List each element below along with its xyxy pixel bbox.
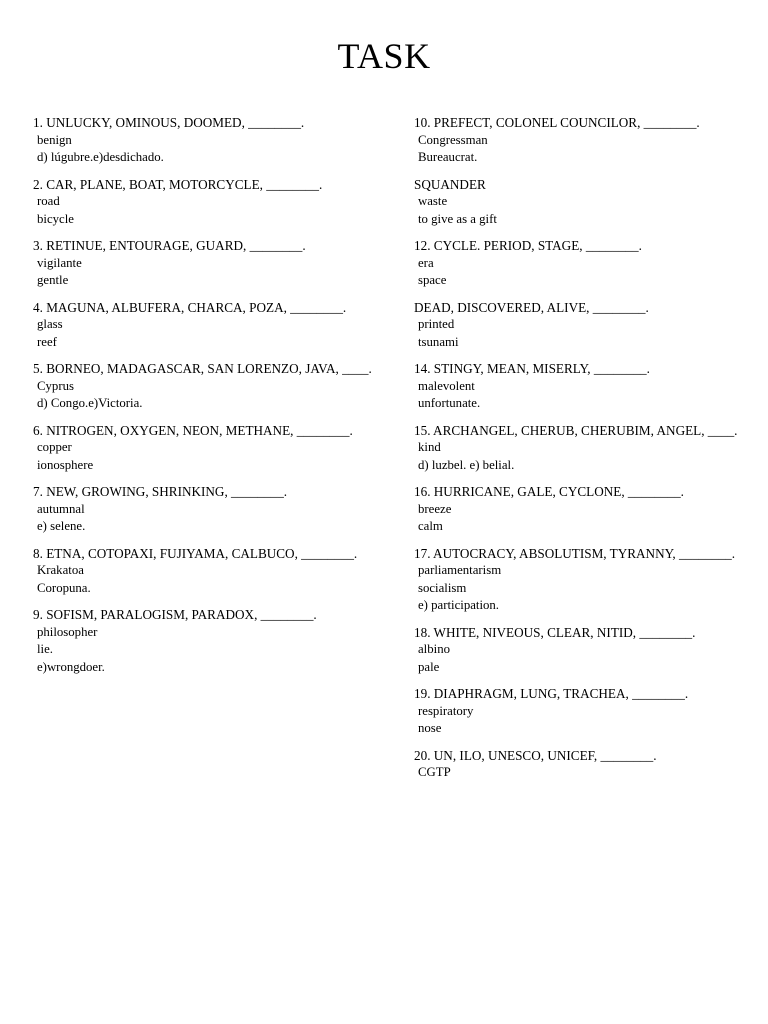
question-item xyxy=(414,685,766,738)
answer-option: copper xyxy=(37,440,72,454)
question-item xyxy=(414,114,766,167)
answer-option: e)wrongdoer. xyxy=(37,659,105,674)
answer-option: Cyprus xyxy=(37,378,74,393)
answer-option: unfortunate. xyxy=(418,396,481,410)
question-item xyxy=(33,483,405,536)
question-text: 17. AUTOCRACY, ABSOLUTISM, TYRANNY, ________. xyxy=(414,545,736,561)
answer-option: glass xyxy=(37,317,63,331)
question-text: SQUANDER xyxy=(414,176,486,192)
answer-option: printed xyxy=(418,317,455,331)
answer-option: era xyxy=(418,255,434,270)
question-item xyxy=(33,545,405,598)
question-text: 16. HURRICANE, GALE, CYCLONE, ________. xyxy=(414,484,684,499)
question-item xyxy=(414,747,766,782)
question-text: 15. ARCHANGEL, CHERUB, CHERUBIM, ANGEL, ____. xyxy=(414,422,738,438)
question-text: 8. ETNA, COTOPAXI, FUJIYAMA, CALBUCO, ________. xyxy=(33,545,358,561)
question-text: 5. BORNEO, MADAGASCAR, SAN LORENZO, JAVA, ____. xyxy=(33,361,372,376)
question-item xyxy=(33,422,405,475)
question-text: 20. UN, ILO, UNESCO, UNICEF, ________. xyxy=(414,747,657,763)
answer-option: calm xyxy=(418,519,443,533)
answer-option: Congressman xyxy=(418,132,488,147)
question-text: 12. CYCLE. PERIOD, STAGE, ________. xyxy=(414,238,642,253)
answer-option: road xyxy=(37,194,60,208)
answer-option: respiratory xyxy=(418,703,474,718)
question-item xyxy=(414,360,766,413)
answer-option: philosopher xyxy=(37,624,98,639)
answer-option: autumnal xyxy=(37,501,85,516)
page-title: TASK xyxy=(337,36,431,76)
question-text: 9. SOFISM, PARALOGISM, PARADOX, ________. xyxy=(33,607,317,622)
answer-option: pale xyxy=(418,659,440,674)
answer-option: to give as a gift xyxy=(418,211,497,226)
question-text: 6. NITROGEN, OXYGEN, NEON, METHANE, ________. xyxy=(33,422,353,438)
answer-option: benign xyxy=(37,132,72,147)
answer-option: bicycle xyxy=(37,211,74,226)
question-item xyxy=(33,606,405,676)
answer-option: Bureaucrat. xyxy=(418,150,478,164)
answer-option: socialism xyxy=(418,580,467,595)
answer-option: d) Congo.e)Victoria. xyxy=(37,396,143,410)
answer-option: breeze xyxy=(418,501,452,516)
right-column xyxy=(414,114,766,791)
question-text: 7. NEW, GROWING, SHRINKING, ________. xyxy=(33,484,288,499)
question-text: 19. DIAPHRAGM, LUNG, TRACHEA, ________. xyxy=(414,686,689,701)
answer-option: Krakatoa xyxy=(37,563,84,577)
question-item xyxy=(33,237,405,290)
answer-option: parliamentarism xyxy=(418,563,502,577)
question-item xyxy=(414,422,766,475)
question-text: 1. UNLUCKY, OMINOUS, DOOMED, ________. xyxy=(33,115,305,130)
question-item xyxy=(33,114,405,167)
answer-option: reef xyxy=(37,334,57,349)
question-text: 2. CAR, PLANE, BOAT, MOTORCYCLE, ________. xyxy=(33,176,323,192)
question-item xyxy=(414,483,766,536)
question-text: 3. RETINUE, ENTOURAGE, GUARD, ________. xyxy=(33,238,306,253)
question-text: DEAD, DISCOVERED, ALIVE, ________. xyxy=(414,299,649,315)
question-text: 4. MAGUNA, ALBUFERA, CHARCA, POZA, ________. xyxy=(33,299,347,315)
answer-option: nose xyxy=(418,721,442,735)
question-item xyxy=(414,237,766,290)
answer-option: lie. xyxy=(37,642,53,656)
answer-option: CGTP xyxy=(418,765,451,779)
question-text: 10. PREFECT, COLONEL COUNCILOR, ________. xyxy=(414,115,700,130)
answer-option: e) participation. xyxy=(418,598,500,612)
question-item xyxy=(33,360,405,413)
answer-option: kind xyxy=(418,440,441,454)
answer-option: malevolent xyxy=(418,378,475,393)
question-item xyxy=(33,299,405,352)
question-item xyxy=(414,545,766,615)
answer-option: space xyxy=(418,273,447,287)
question-item xyxy=(33,176,405,229)
answer-option: Coropuna. xyxy=(37,580,91,595)
question-text: 18. WHITE, NIVEOUS, CLEAR, NITID, ________. xyxy=(414,624,696,640)
question-item xyxy=(414,624,766,677)
answer-option: d) luzbel. e) belial. xyxy=(418,457,515,472)
answer-option: gentle xyxy=(37,273,69,287)
answer-option: ionosphere xyxy=(37,457,94,472)
question-item xyxy=(414,176,766,229)
answer-option: tsunami xyxy=(418,334,459,349)
answer-option: vigilante xyxy=(37,255,82,270)
answer-option: d) lúgubre.e)desdichado. xyxy=(37,150,164,164)
question-text: 14. STINGY, MEAN, MISERLY, ________. xyxy=(414,361,650,376)
answer-option: e) selene. xyxy=(37,519,86,533)
answer-option: waste xyxy=(418,194,448,208)
answer-option: albino xyxy=(418,642,450,656)
question-item xyxy=(414,299,766,352)
left-column xyxy=(33,114,405,685)
